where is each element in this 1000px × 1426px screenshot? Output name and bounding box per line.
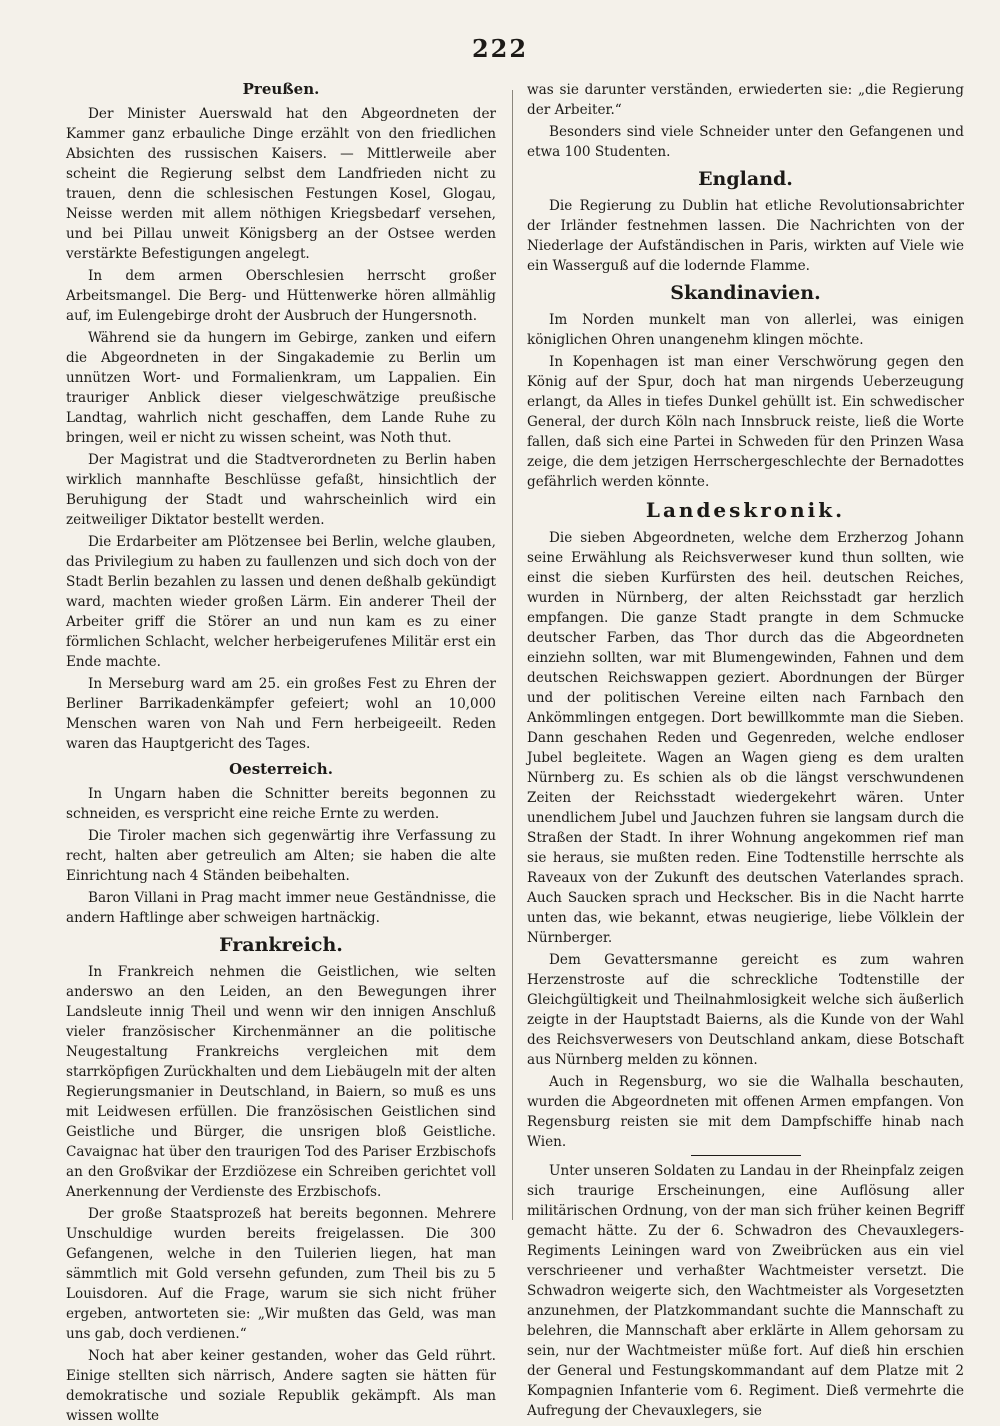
paragraph: In Kopenhagen ist man einer Verschwörung gegen den König auf der Spur, doch hat man nirgends Ueberzeugung erlangt, da Alles in tiefes Dunkel gehüllt ist. Ein schwedischer General, der durch Köln nach Innsbruck reiste, ließ die Worte fallen, daß sich eine Partei in Schweden für den Prinzen Wasa zeige, die dem jetzigen Herrschergeschlechte der Bernadottes gefährlich werden könnte. [527, 354, 964, 490]
paragraph: Besonders sind viele Schneider unter den Gefangenen und etwa 100 Studenten. [527, 124, 964, 160]
section-title-skandinavien: Skandinavien. [670, 282, 821, 304]
left-column [66, 74, 496, 1424]
paragraph: Der große Staatsprozeß hat bereits begonnen. Mehrere Unschuldige wurden bereits freigelassen. Die 300 Gefangenen, welche in den Tuilerien liegen, hat man sämmtlich mit Gold versehn gefunden, zum Theil bis zu 5 Louisdoren. Auf die Frage, warum sie sich nicht früher ergeben, antworteten sie: „Wir mußten das Geld, was man uns gab, doch verdienen.“ [66, 1206, 496, 1342]
paragraph: Die Erdarbeiter am Plötzensee bei Berlin, welche glauben, das Privilegium zu haben zu faullenzen und sich doch von der Stadt Berlin bezahlen zu lassen und denen deßhalb gekündigt ward, machten wieder großen Lärm. Ein anderer Theil der Arbeiter griff die Störer an und nun kam es zu einer förmlichen Schlacht, welcher herbeigerufenes Militär erst ein Ende machte. [66, 534, 496, 670]
section-rule [691, 1155, 801, 1156]
paragraph: Während sie da hungern im Gebirge, zanken und eifern die Abgeordneten in der Singakademie zu Berlin um unnützen Wort- und Formalienkram, um Lappalien. Ein trauriger Anblick dieser vielgeschwätzige preußische Landtag, wahrlich nicht geschaffen, dem Lande Ruhe zu bringen, weil er nicht zu wissen scheint, was Noth thut. [66, 330, 496, 446]
paragraph: Unter unseren Soldaten zu Landau in der Rheinpfalz zeigen sich traurige Erscheinungen, eine Auflösung aller militärischen Ordnung, von der man sich früher keinen Begriff gemacht hätte. Zu der 6. Schwadron des Chevauxlegers-Regiments Leiningen ward von Zweibrücken aus ein viel verschrieener und verhaßter Wachtmeister versetzt. Die Schwadron weigerte sich, den Wachtmeister als Vorgesetzten anzunehmen, der Platzkommandant suchte die Mannschaft zu belehren, die Mannschaft aber erklärte in Allem gehorsam zu sein, nur der Wachtmeister müße fort. Auf dieß hin erschien der General und Festungskommandant auf dem Platze mit 2 Kompagnien Infanterie vom 6. Regiment. Dieß vermehrte die Aufregung der Chevauxlegers, sie [527, 1163, 964, 1419]
paragraph: Im Norden munkelt man von allerlei, was einigen königlichen Ohren unangenehm klingen möchte. [527, 312, 964, 348]
section-title-preussen: Preußen. [242, 80, 320, 98]
paragraph: Die sieben Abgeordneten, welche dem Erzherzog Johann seine Erwählung als Reichsverweser kund thun sollten, wie einst die sieben Kurfürsten des heil. deutschen Reiches, wurden in Nürnberg, der alten Reichsstadt gar herzlich empfangen. Die ganze Stadt prangte in dem Schmucke deutscher Farben, das Thor durch das die Abgeordneten einziehn sollten, war mit Blumengewinden, Fahnen und dem deutschen Reichswappen geziert. Abordnungen der Bürger und der politischen Vereine eilten nach Farnbach den Ankömmlingen entgegen. Dort bewillkommte man die Sieben. Dann geschahen Reden und Gegenreden, welche endloser Jubel begleitete. Wagen an Wagen gieng es dem uralten Nürnberg zu. Es schien als ob die längst verschwundenen Zeiten der Reichsstadt wiedergekehrt wären. Unter unendlichem Jubel und Jauchzen fuhren sie langsam durch die Straßen der Stadt. In ihrer Wohnung angekommen rief man sie heraus, sie mußten reden. Eine Todtenstille herrschte als Raveaux von der Zukunft des deutschen Vaterlandes sprach. Auch Saucken sprach und Heckscher. Bis in die Nacht harrte unten das, wie bekannt, etwas neugierige, liebe Völklein der Nürnberger. [527, 530, 964, 946]
paragraph: Auch in Regensburg, wo sie die Walhalla beschauten, wurden die Abgeordneten mit offenen Armen empfangen. Von Regensburg reisten sie mit dem Dampfschiffe hinab nach Wien. [527, 1074, 964, 1150]
right-column [527, 80, 964, 1419]
paragraph: Die Regierung zu Dublin hat etliche Revolutionsabrichter der Irländer festnehmen lassen. Die Nachrichten von der Niederlage der Aufständischen in Paris, wirkten auf Viele wie ein Wasserguß auf die lodernde Flamme. [527, 198, 964, 274]
column-divider [512, 90, 513, 1220]
section-title-frankreich: Frankreich. [219, 934, 343, 956]
paragraph: Der Minister Auerswald hat den Abgeordneten der Kammer ganz erbauliche Dinge erzählt von den friedlichen Absichten des russischen Kaisers. — Mittlerweile aber scheint die Regierung selbst dem Landfrieden nicht zu trauen, denn die schlesischen Festungen Kosel, Glogau, Neisse werden mit allem nöthigen Kriegsbedarf versehen, und bei Pillau unweit Königsberg an der Ostsee werden verstärkte Befestigungen angelegt. [66, 106, 496, 262]
section-title-landeskronik: Landeskronik. [645, 498, 846, 522]
paragraph: In dem armen Oberschlesien herrscht großer Arbeitsmangel. Die Berg- und Hüttenwerke hören allmählig auf, im Eulengebirge droht der Ausbruch der Hungersnoth. [66, 268, 496, 324]
paragraph: In Frankreich nehmen die Geistlichen, wie selten anderswo an den Leiden, an den Bewegungen ihrer Landsleute innig Theil und wenn wir den innigen Anschluß vieler französischer Kirchenmänner an die politische Neugestaltung Frankreichs vergleichen mit dem starrköpfigen Zurückhalten und dem Liebäugeln mit der alten Regierungsmanier in Deutschland, in Baiern, so muß es uns mit Leidwesen erfüllen. Die französischen Geistlichen sind Geistliche und Bürger, die unsrigen bloß Geistliche. Cavaignac hat über den traurigen Tod des Pariser Erzbischofs an den Großvikar der Erzdiözese ein Schreiben gerichtet voll Anerkennung der Verdienste des Erzbischofs. [66, 964, 496, 1200]
section-title-oesterreich: Oesterreich. [229, 760, 333, 778]
paragraph: In Ungarn haben die Schnitter bereits begonnen zu schneiden, es verspricht eine reiche Ernte zu werden. [66, 786, 496, 822]
paragraph: In Merseburg ward am 25. ein großes Fest zu Ehren der Berliner Barrikadenkämpfer gefeiert; wohl an 10,000 Menschen waren von Nah und Fern herbeigeeilt. Reden waren das Hauptgericht des Tages. [66, 676, 496, 752]
paragraph: Der Magistrat und die Stadtverordneten zu Berlin haben wirklich mannhafte Beschlüsse gefaßt, hinsichtlich der Beruhigung der Stadt und wahrscheinlich wird ein zeitweiliger Diktator bestellt werden. [66, 452, 496, 528]
paragraph: was sie darunter verständen, erwiederten sie: „die Regierung der Arbeiter.“ [527, 82, 964, 118]
paragraph: Die Tiroler machen sich gegenwärtig ihre Verfassung zu recht, halten aber getreulich am Alten; sie haben die alte Einrichtung nach 4 Ständen beibehalten. [66, 828, 496, 884]
section-title-england: England. [698, 168, 793, 190]
paragraph: Noch hat aber keiner gestanden, woher das Geld rührt. Einige stellten sich närrisch, Andere sagten sie hätten für demokratische und soziale Republik gekämpft. Als man wissen wollte [66, 1348, 496, 1424]
paragraph: Dem Gevattersmanne gereicht es zum wahren Herzenstroste auf die schreckliche Todtenstille der Gleichgültigkeit und Theilnahmlosigkeit welche sich äußerlich zeigte in der Hauptstadt Baierns, als die Kunde von der Wahl des Reichsverwesers von Deutschland ankam, diese Botschaft aus Nürnberg melden zu können. [527, 952, 964, 1068]
paragraph: Baron Villani in Prag macht immer neue Geständnisse, die andern Haftlinge aber schweigen hartnäckig. [66, 890, 496, 926]
page-number: 222 [471, 34, 529, 63]
